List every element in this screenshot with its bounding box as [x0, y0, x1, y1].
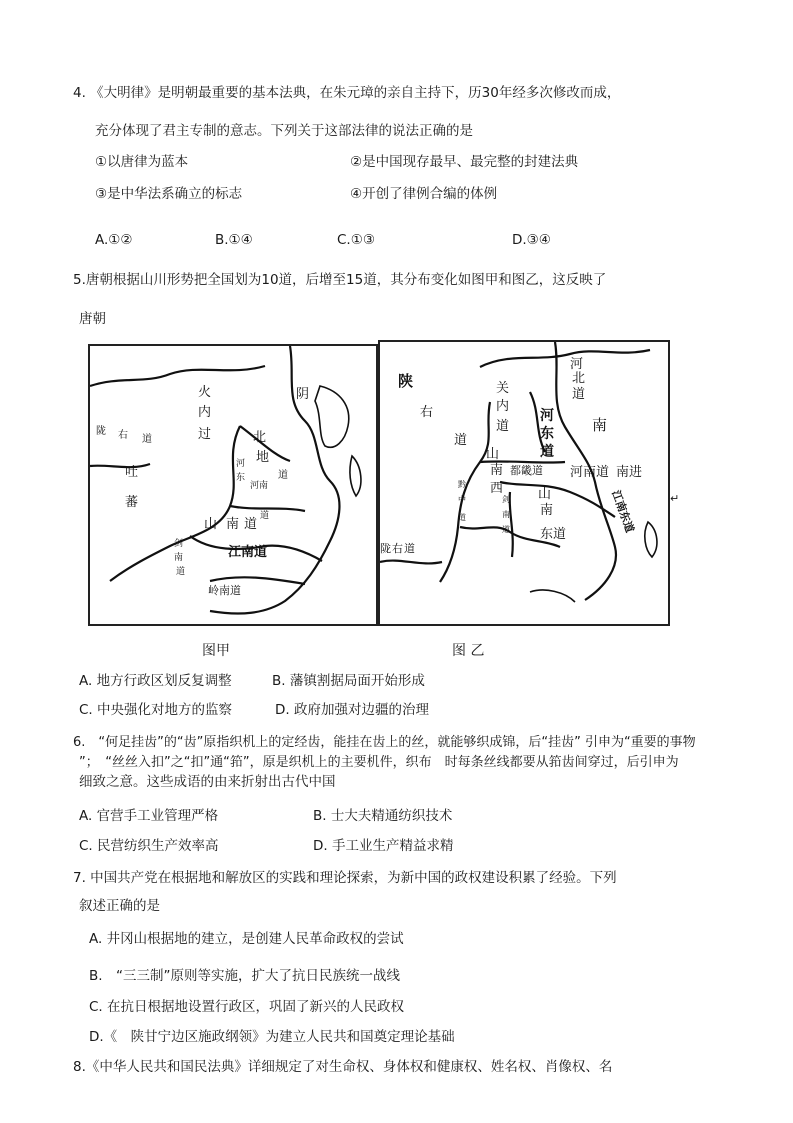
svg-text:江南东道: 江南东道: [609, 488, 637, 535]
q4-item-2: ②是中国现存最早、最完整的封建法典: [350, 154, 579, 170]
svg-text:南进: 南进: [616, 465, 643, 480]
map-jia: [88, 344, 378, 626]
svg-text:河南道: 河南道: [570, 465, 610, 480]
q4-option-d: D.③④: [512, 232, 551, 248]
q4-option-a: A.①②: [95, 232, 133, 248]
svg-text:南: 南: [502, 510, 510, 519]
q7-option-c: C. 在抗日根据地设置行政区，巩固了新兴的人民政权: [89, 999, 405, 1015]
svg-text:北: 北: [572, 371, 586, 386]
return-mark: ↵: [670, 492, 680, 505]
q8-stem-line1: 8.《中华人民共和国民法典》详细规定了对生命权、身体权和健康权、姓名权、肖像权、名: [73, 1059, 613, 1075]
svg-text:道: 道: [458, 513, 466, 522]
q6-option-c: C. 民营纺织生产效率高: [79, 838, 219, 854]
q4-option-b: B.①④: [215, 232, 253, 248]
q4-stem-line1: 4. 《大明律》是明朝最重要的基本法典，在朱元璋的亲自主持下，历30年经多次修改而成，: [73, 85, 621, 101]
q7-option-a: A. 井冈山根据地的建立，是创建人民革命政权的尝试: [89, 931, 404, 947]
q7-stem-line1: 7. 中国共产党在根据地和解放区的实践和理论探索，为新中国的政权建设积累了经验。下列: [73, 870, 617, 886]
svg-text:剑: 剑: [502, 495, 510, 504]
svg-text:东道: 东道: [540, 527, 567, 542]
svg-text:东: 东: [540, 426, 554, 442]
svg-text:陇: 陇: [380, 542, 391, 555]
svg-text:地: 地: [256, 450, 270, 465]
map-yi: [378, 340, 670, 626]
svg-text:剑: 剑: [174, 539, 184, 549]
svg-text:右: 右: [392, 542, 403, 555]
svg-text:东: 东: [236, 473, 246, 483]
svg-text:中: 中: [458, 495, 466, 504]
svg-text:陇: 陇: [96, 426, 106, 437]
q4-item-1: ①以唐律为蓝本: [95, 154, 189, 170]
q6-stem-line1: 6. “何足挂齿”的“齿”原指织机上的定经齿，能挂在齿上的丝，就能够织成锦，后“挂齿” 引申为“重要的事物: [73, 735, 696, 750]
svg-text:南: 南: [174, 553, 184, 563]
svg-text:道: 道: [540, 444, 554, 460]
svg-text:阴: 阴: [296, 387, 310, 402]
q4-item-4: ④开创了律例合编的体例: [350, 186, 498, 202]
q5-option-d: D. 政府加强对边疆的治理: [275, 702, 429, 718]
svg-text:道: 道: [278, 470, 288, 481]
svg-text:陕: 陕: [398, 372, 414, 390]
q6-option-a: A. 官营手工业管理严格: [79, 808, 219, 824]
q4-option-c: C.①③: [337, 232, 375, 248]
svg-text:道: 道: [496, 419, 510, 434]
svg-text:蕃: 蕃: [125, 495, 139, 510]
svg-text:江南道: 江南道: [228, 545, 268, 560]
svg-text:南: 南: [226, 517, 240, 532]
q4-stem-line2: 充分体现了君主专制的意志。下列关于这部法律的说法正确的是: [95, 123, 473, 139]
svg-text:南: 南: [490, 463, 504, 478]
svg-text:岭南道: 岭南道: [208, 584, 241, 597]
svg-text:道: 道: [142, 434, 152, 445]
q6-option-d: D. 手工业生产精益求精: [313, 838, 454, 854]
svg-text:道: 道: [502, 525, 510, 534]
svg-text:火: 火: [198, 385, 212, 400]
q4-item-3: ③是中华法系确立的标志: [95, 186, 243, 202]
svg-text:河南: 河南: [250, 481, 269, 491]
q7-stem-line2: 叙述正确的是: [79, 898, 160, 914]
q7-option-d: D.《 陕甘宁边区施政纲领》为建立人民共和国奠定理论基础: [89, 1029, 455, 1045]
q5-stem-line2: 唐朝: [79, 311, 106, 327]
svg-text:山: 山: [204, 517, 218, 532]
q6-stem-line2: ”； “丝丝入扣”之“扣”通“筘”，原是织机上的主要机件，织布 时每条丝线都要从筘齿间穿过，后引申为: [79, 755, 679, 770]
map-yi-caption: 图 乙: [452, 643, 485, 659]
q5-option-b: B. 藩镇割据局面开始形成: [272, 673, 425, 689]
svg-text:河: 河: [570, 357, 584, 372]
svg-text:过: 过: [198, 427, 212, 442]
svg-text:道: 道: [572, 387, 586, 402]
q6-stem-line3: 细致之意。这些成语的由来折射出古代中国: [79, 774, 336, 790]
svg-text:西: 西: [490, 481, 504, 496]
q5-option-c: C. 中央强化对地方的监察: [79, 702, 233, 718]
svg-text:道: 道: [260, 511, 270, 521]
svg-text:黔: 黔: [458, 480, 466, 489]
svg-text:关: 关: [496, 381, 510, 396]
q6-option-b: B. 士大夫精通纺织技术: [313, 808, 453, 824]
svg-text:右: 右: [118, 430, 128, 441]
svg-text:道: 道: [454, 433, 468, 448]
map-yi-drawing: [380, 342, 668, 624]
svg-text:内: 内: [198, 405, 212, 420]
svg-text:北: 北: [253, 430, 267, 445]
q7-option-b: B. “三三制”原则等实施，扩大了抗日民族统一战线: [89, 968, 401, 984]
svg-text:都畿道: 都畿道: [510, 464, 543, 477]
map-jia-caption: 图甲: [202, 643, 230, 659]
svg-text:河: 河: [540, 408, 554, 424]
svg-text:吐: 吐: [125, 465, 139, 480]
svg-text:道: 道: [404, 542, 415, 555]
q5-stem-line1: 5.唐朝根据山川形势把全国划为10道，后增至15道，其分布变化如图甲和图乙，这反映了: [73, 272, 607, 288]
svg-text:河: 河: [236, 459, 246, 469]
svg-text:右: 右: [420, 405, 434, 420]
svg-text:道: 道: [244, 517, 258, 532]
svg-text:道: 道: [176, 567, 186, 577]
svg-text:南: 南: [592, 416, 608, 434]
map-jia-drawing: [90, 346, 376, 624]
svg-text:山: 山: [486, 447, 500, 462]
q5-option-a: A. 地方行政区划反复调整: [79, 673, 232, 689]
svg-text:山: 山: [538, 487, 552, 502]
svg-text:内: 内: [496, 399, 510, 414]
svg-text:南: 南: [540, 503, 554, 518]
